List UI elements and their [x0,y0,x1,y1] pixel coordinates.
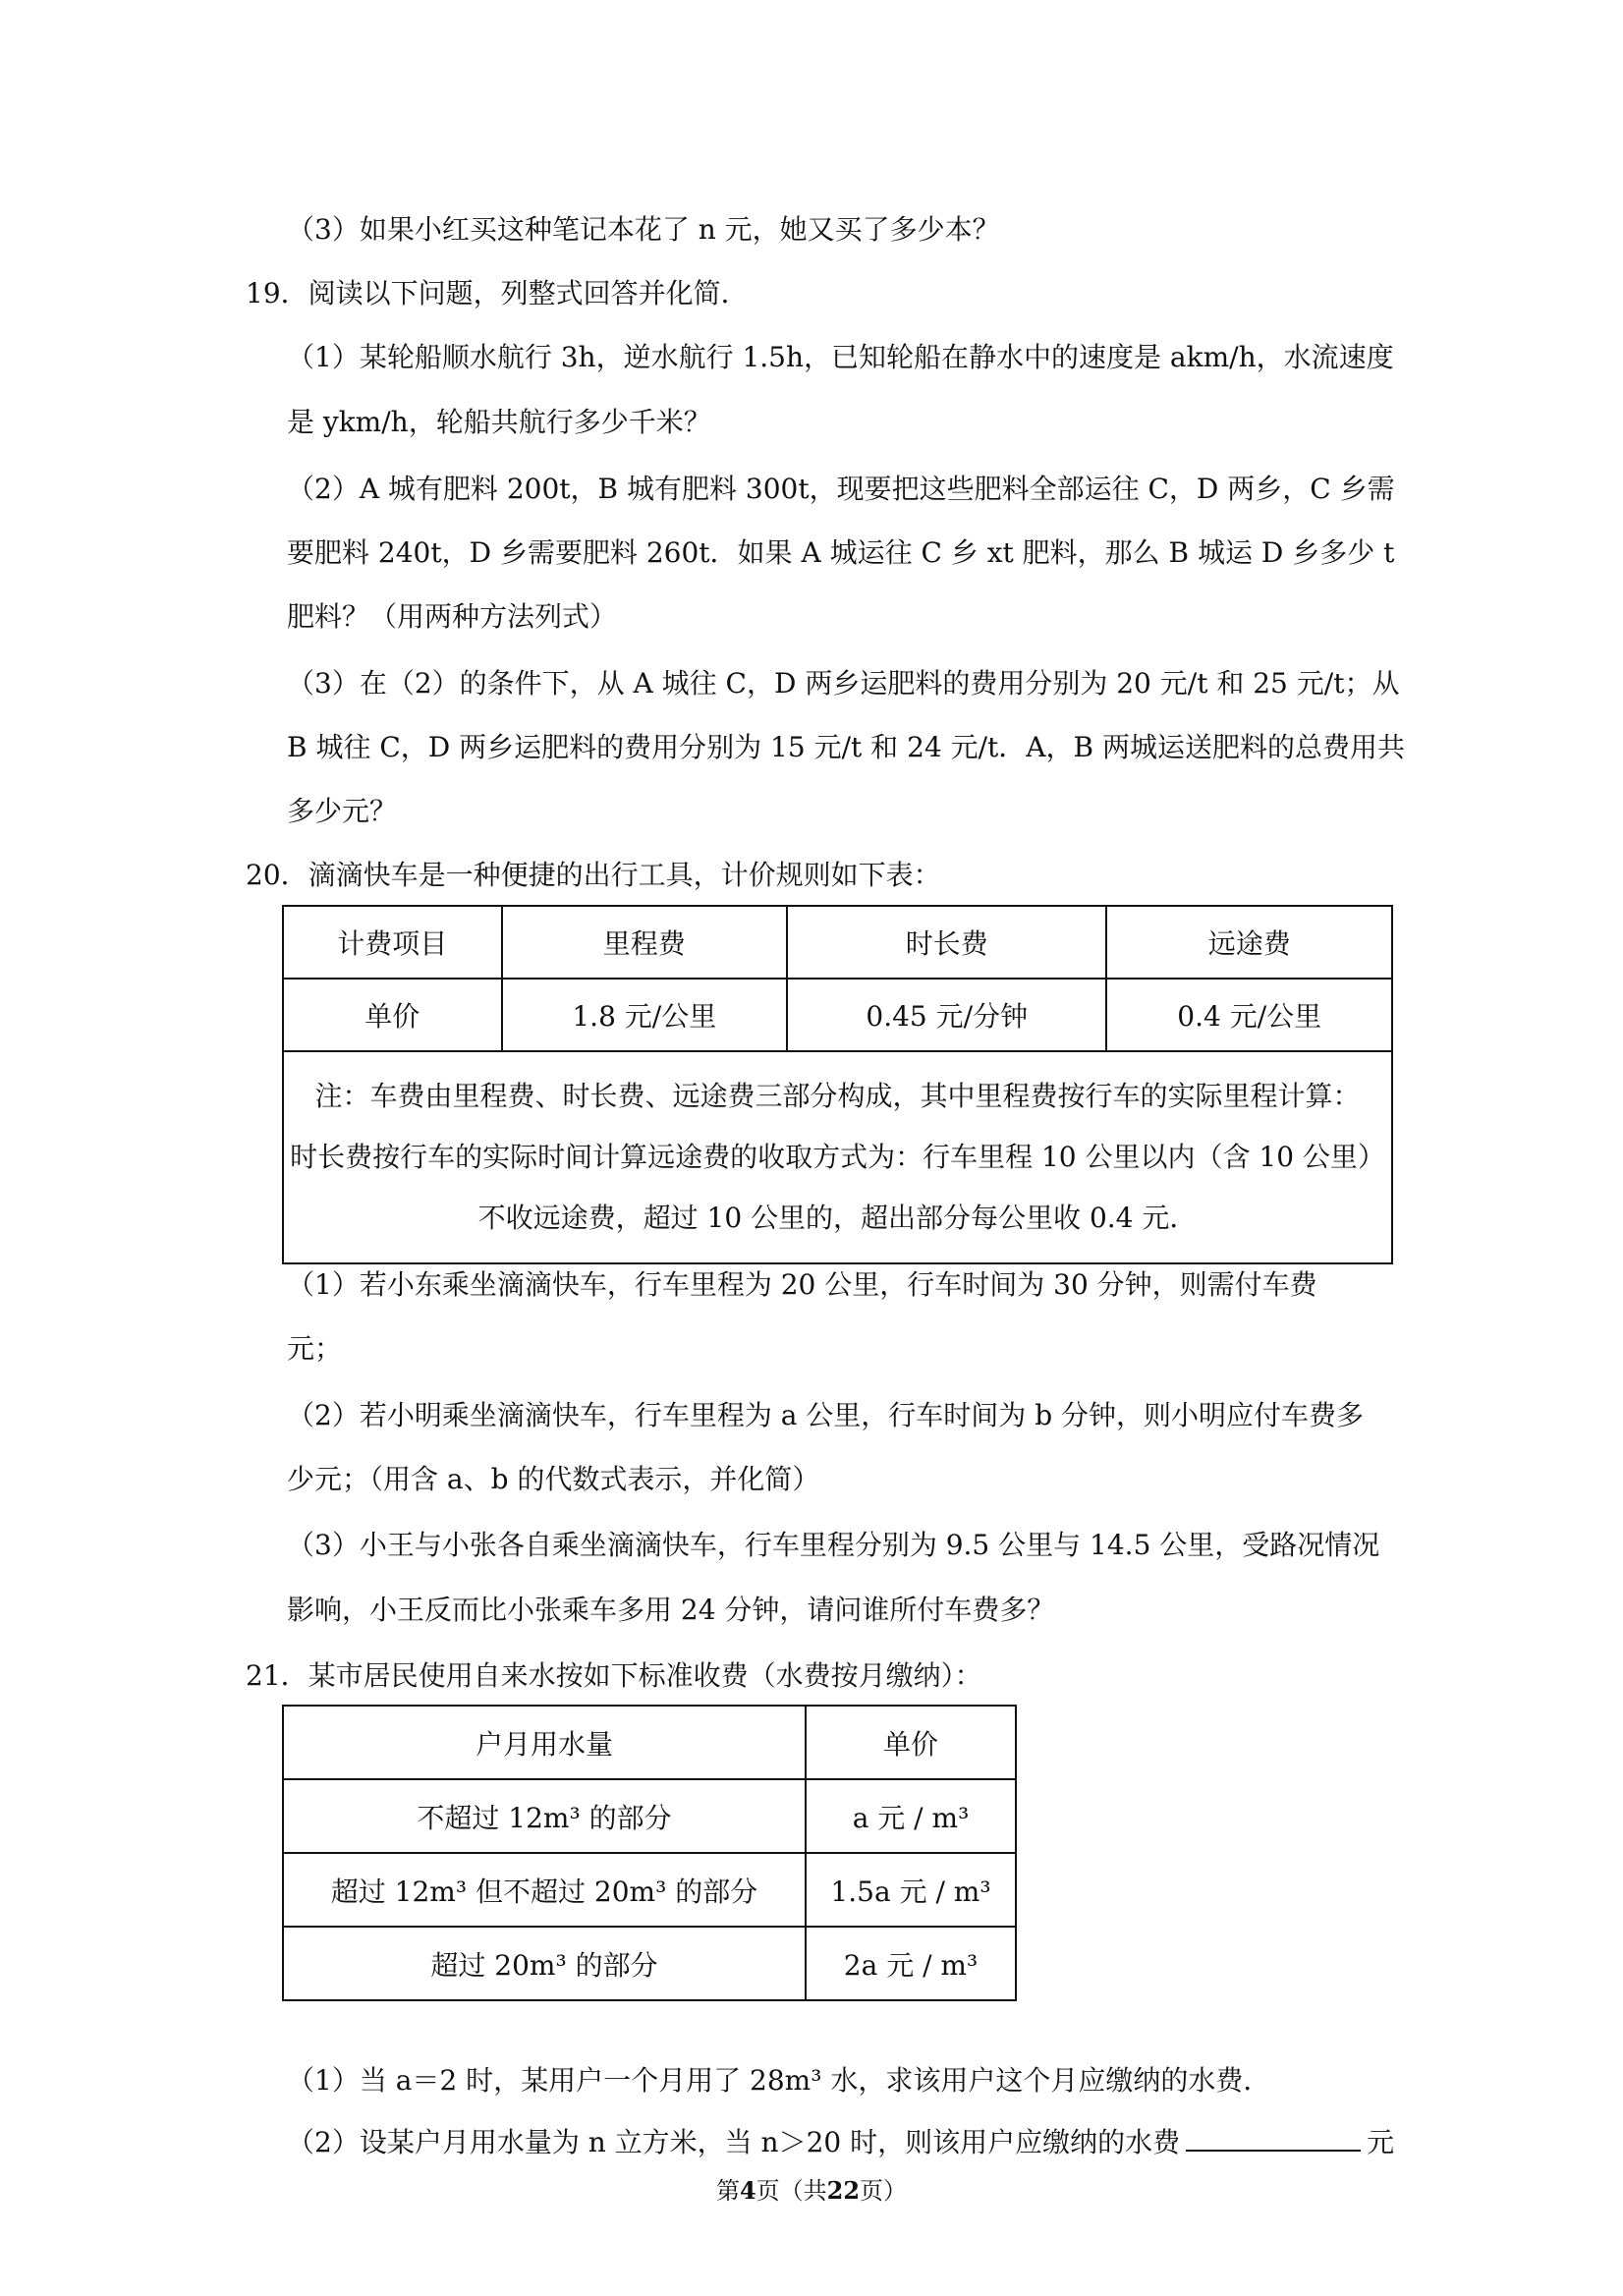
table-row [283,1779,1016,1853]
note-line-1: 注：车费由里程费、时长费、远途费三部分构成，其中里程费按行车的实际里程计算： [314,1080,1361,1112]
table-cell: 不超过 12m³ 的部分 [283,1779,806,1853]
footer-total-pages: 22 [826,2176,861,2205]
q21-part2 [287,2120,1394,2162]
table-cell: 1.8 元/公里 [502,979,788,1051]
q20-part3-line1: （3）小王与小张各自乘坐滴滴快车，行车里程分别为 9.5 公里与 14.5 公里，受路况情况 [287,1529,1380,1561]
table-cell: 超过 12m³ 但不超过 20m³ 的部分 [283,1853,806,1927]
table-header-cell: 里程费 [502,906,788,979]
note-line-3: 不收远途费，超过 10 公里的，超出部分每公里收 0.4 元． [477,1202,1198,1234]
q19-part3-line3: 多少元？ [287,795,398,827]
table-cell: 2a 元 / m³ [806,1927,1016,2000]
table-header-row [283,1706,1016,1779]
footer-suffix: 页） [860,2177,908,2205]
footer-middle: 页（共 [756,2177,827,2205]
q19-part3-line1: （3）在（2）的条件下，从 A 城往 C，D 两乡运肥料的费用分别为 20 元/t 和 25 元/t；从 [287,667,1400,700]
table-note [283,1051,1392,1263]
q19-part1-line2: 是 ykm/h，轮船共航行多少千米？ [287,406,711,438]
q19-part2-line3: 肥料？（用两种方法列式） [287,600,618,633]
table-cell: 1.5a 元 / m³ [806,1853,1016,1927]
table-row [283,979,1392,1051]
table-header-cell: 计费项目 [283,906,502,979]
q19-part1-line1: （1）某轮船顺水航行 3h，逆水航行 1.5h，已知轮船在静水中的速度是 akm/h，水流速度 [287,341,1394,373]
q20-part2-line2: 少元；（用含 a、b 的代数式表示，并化简） [287,1463,820,1495]
footer-prefix: 第 [715,2177,740,2205]
table-note-row [283,1051,1392,1263]
q21-stem: 21．某市居民使用自来水按如下标准收费（水费按月缴纳）： [246,1659,982,1692]
footer-page-number: 4 [739,2176,756,2205]
q20-part3-line2: 影响，小王反而比小张乘车多用 24 分钟，请问谁所付车费多？ [287,1594,1055,1626]
water-fee-table [282,1705,1017,2001]
q21-part1: （1）当 a＝2 时，某用户一个月用了 28m³ 水，求该用户这个月应缴纳的水费． [287,2064,1271,2097]
page-footer [0,2171,1623,2206]
table-cell: 单价 [283,979,502,1051]
table-row [283,1853,1016,1927]
q21-part2-text: （2）设某户月用水量为 n 立方米，当 n＞20 时，则该用户应缴纳的水费 [287,2126,1181,2158]
table-header-cell: 单价 [806,1706,1016,1779]
table-header-cell: 户月用水量 [283,1706,806,1779]
answer-blank [1186,2120,1361,2152]
q19-part2-line2: 要肥料 240t，D 乡需要肥料 260t．如果 A 城运往 C 乡 xt 肥料，那么 B 城运 D 乡多少 t [287,536,1395,569]
table-header-row [283,906,1392,979]
q21-part2-unit: 元 [1367,2126,1395,2158]
q20-part1-line1: （1）若小东乘坐滴滴快车，行车里程为 20 公里，行车时间为 30 分钟，则需付车费 [287,1268,1317,1301]
q19-part2-line1: （2）A 城有肥料 200t，B 城有肥料 300t，现要把这些肥料全部运往 C，D 两乡，C 乡需 [287,473,1395,505]
table-cell: a 元 / m³ [806,1779,1016,1853]
note-line-2: 时长费按行车的实际时间计算远途费的收取方式为：行车里程 10 公里以内（含 10 公里） [290,1141,1385,1173]
table-cell: 超过 20m³ 的部分 [283,1927,806,2000]
q20-part2-line1: （2）若小明乘坐滴滴快车，行车里程为 a 公里，行车时间为 b 分钟，则小明应付车费多 [287,1399,1365,1431]
table-cell: 0.4 元/公里 [1106,979,1392,1051]
q20-part1-line2: 元； [287,1332,343,1365]
table-header-cell: 远途费 [1106,906,1392,979]
q20-stem: 20．滴滴快车是一种便捷的出行工具，计价规则如下表： [246,859,941,891]
q19-stem: 19．阅读以下问题，列整式回答并化简． [246,277,749,309]
q19-part3-line2: B 城往 C，D 两乡运肥料的费用分别为 15 元/t 和 24 元/t．A，B 两城运送肥料的总费用共 [287,731,1405,763]
table-header-cell: 时长费 [787,906,1106,979]
table-cell: 0.45 元/分钟 [787,979,1106,1051]
q18-part3: （3）如果小红买这种笔记本花了 n 元，她又买了多少本？ [287,213,1000,246]
pricing-table [282,905,1393,1264]
table-row [283,1927,1016,2000]
